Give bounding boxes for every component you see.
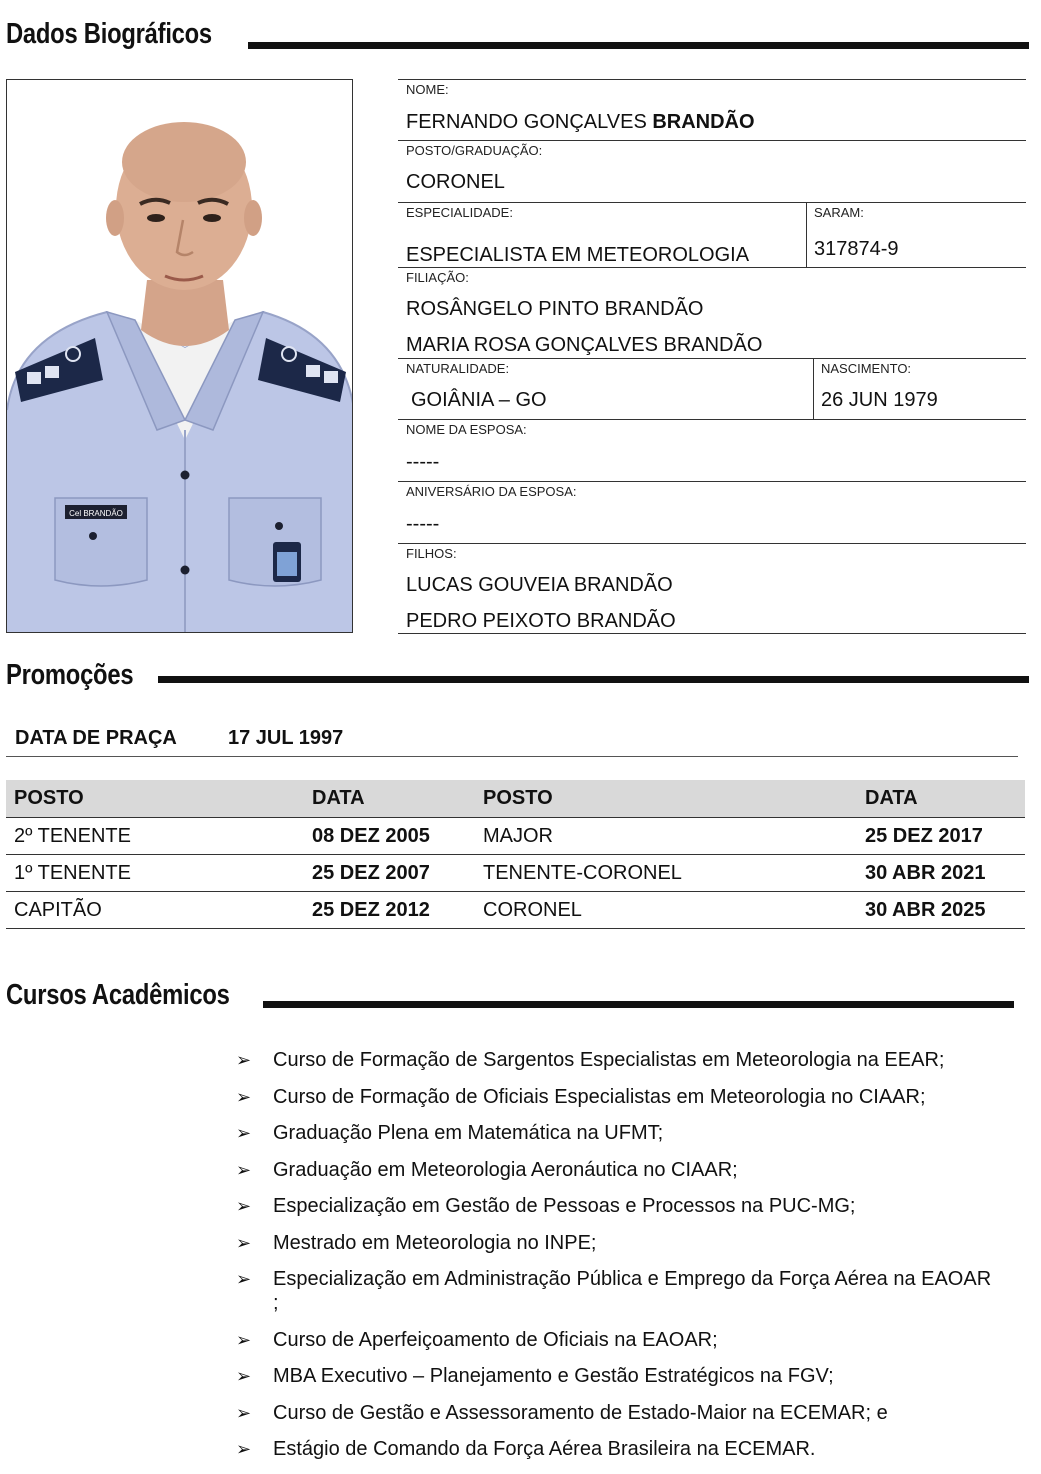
field-especialidade-saram	[398, 202, 1026, 267]
course-text: Curso de Formação de Sargentos Especialistas em Meteorologia na EEAR;	[273, 1049, 945, 1071]
arrow-bullet-icon: ➢	[236, 1366, 252, 1386]
course-text: Curso de Aperfeiçoamento de Oficiais na EAOAR;	[273, 1328, 718, 1351]
field-value: -----	[406, 451, 440, 473]
course-text: Especialização em Administração Pública e Emprego da Força Aérea na EAOAR ;	[273, 1268, 992, 1314]
name-tag-text: Cel BRANDÃO	[69, 509, 123, 518]
table-cell: 25 DEZ 2007	[304, 855, 475, 892]
arrow-bullet-icon: ➢	[236, 1086, 252, 1107]
course-text: Curso de Gestão e Assessoramento de Estado-Maior na ECEMAR; e	[273, 1401, 888, 1424]
field-label: POSTO/GRADUAÇÃO:	[406, 143, 543, 158]
officer-portrait-icon	[7, 80, 353, 633]
list-item	[236, 1437, 996, 1461]
course-text: Especialização em Gestão de Pessoas e Processos na PUC-MG;	[273, 1195, 856, 1217]
table-cell: 1º TENENTE	[6, 855, 304, 892]
column-header: DATA	[857, 780, 1025, 818]
arrow-bullet-icon: ➢	[236, 1269, 252, 1289]
field-value: MARIA ROSA GONÇALVES BRANDÃO	[406, 334, 763, 356]
field-esposa	[398, 419, 1026, 481]
arrow-bullet-icon: ➢	[236, 1196, 252, 1216]
field-label: NOME:	[406, 82, 449, 97]
table-cell: 30 ABR 2025	[857, 892, 1025, 929]
list-item	[236, 1085, 996, 1109]
field-label: NASCIMENTO:	[821, 361, 912, 376]
field-nome	[398, 79, 1026, 140]
field-label: NATURALIDADE:	[406, 361, 510, 376]
field-value: -----	[406, 513, 440, 535]
course-text: Graduação Plena em Matemática na UFMT;	[273, 1122, 664, 1144]
table-cell: 30 ABR 2021	[857, 855, 1025, 892]
column-header: POSTO	[6, 780, 304, 818]
field-aniversario-esposa	[398, 481, 1026, 543]
data-de-praca	[6, 722, 1018, 757]
course-text: MBA Executivo – Planejamento e Gestão Estratégicos na FGV;	[273, 1365, 834, 1387]
bio-section-rule	[248, 42, 1029, 49]
list-item	[236, 1231, 996, 1255]
list-item	[236, 1364, 996, 1388]
list-item	[236, 1158, 996, 1182]
list-item	[236, 1328, 996, 1352]
nome-first: FERNANDO GONÇALVES	[406, 111, 653, 133]
courses-section-title: Cursos Acadêmicos	[6, 979, 230, 1011]
table-header-row	[6, 780, 1025, 818]
field-value: LUCAS GOUVEIA BRANDÃO	[406, 574, 673, 596]
field-value-nome	[406, 111, 755, 134]
field-value: PEDRO PEIXOTO BRANDÃO	[406, 610, 676, 632]
list-item	[236, 1194, 996, 1218]
field-divider	[813, 359, 814, 419]
list-item	[236, 1267, 996, 1315]
table-cell: 25 DEZ 2012	[304, 892, 475, 929]
arrow-bullet-icon: ➢	[236, 1159, 252, 1180]
field-label: FILHOS:	[406, 546, 457, 561]
list-item	[236, 1121, 996, 1145]
field-label: NOME DA ESPOSA:	[406, 422, 527, 437]
table-cell: 25 DEZ 2017	[857, 818, 1025, 855]
field-value: 317874-9	[814, 238, 899, 260]
field-posto	[398, 140, 1026, 202]
table-cell: CORONEL	[475, 892, 857, 929]
promotions-table	[6, 780, 1025, 929]
field-value: ESPECIALISTA EM METEOROLOGIA	[406, 244, 750, 266]
table-cell: CAPITÃO	[6, 892, 304, 929]
field-divider	[806, 203, 807, 267]
arrow-bullet-icon: ➢	[236, 1123, 252, 1143]
table-row	[6, 855, 1025, 892]
field-label: ESPECIALIDADE:	[406, 205, 513, 220]
course-text: Graduação em Meteorologia Aeronáutica no CIAAR;	[273, 1158, 738, 1181]
bio-section-title: Dados Biográficos	[6, 18, 212, 50]
course-text: Mestrado em Meteorologia no INPE;	[273, 1231, 597, 1254]
courses-section-rule	[263, 1001, 1014, 1008]
field-value: ROSÂNGELO PINTO BRANDÃO	[406, 298, 704, 320]
officer-photo	[6, 79, 353, 633]
arrow-bullet-icon: ➢	[236, 1439, 252, 1459]
bio-fields	[398, 79, 1026, 634]
praca-date: 17 JUL 1997	[228, 727, 344, 749]
field-label: SARAM:	[814, 205, 864, 220]
nome-last: BRANDÃO	[652, 111, 755, 133]
column-header: DATA	[304, 780, 475, 818]
field-naturalidade-nascimento	[398, 358, 1026, 419]
field-filiacao	[398, 267, 1026, 358]
arrow-bullet-icon: ➢	[236, 1232, 252, 1253]
field-value: CORONEL	[406, 171, 505, 193]
field-label: ANIVERSÁRIO DA ESPOSA:	[406, 484, 577, 499]
field-label: FILIAÇÃO:	[406, 270, 469, 285]
promo-section-title: Promoções	[6, 659, 134, 691]
arrow-bullet-icon: ➢	[236, 1402, 252, 1423]
field-value: GOIÂNIA – GO	[411, 389, 547, 411]
promo-section-rule	[158, 676, 1029, 683]
column-header: POSTO	[475, 780, 857, 818]
course-text: Estágio de Comando da Força Aérea Brasileira na ECEMAR.	[273, 1438, 816, 1460]
table-cell: 08 DEZ 2005	[304, 818, 475, 855]
table-row	[6, 892, 1025, 929]
arrow-bullet-icon: ➢	[236, 1329, 252, 1350]
list-item	[236, 1401, 996, 1425]
table-cell: MAJOR	[475, 818, 857, 855]
praca-label: DATA DE PRAÇA	[15, 727, 177, 749]
field-filhos	[398, 543, 1026, 634]
table-cell: 2º TENENTE	[6, 818, 304, 855]
list-item	[236, 1048, 996, 1072]
arrow-bullet-icon: ➢	[236, 1050, 252, 1070]
course-text: Curso de Formação de Oficiais Especialistas em Meteorologia no CIAAR;	[273, 1085, 926, 1108]
field-value: 26 JUN 1979	[821, 389, 938, 411]
table-row	[6, 818, 1025, 855]
courses-list	[236, 1048, 996, 1474]
table-cell: TENENTE-CORONEL	[475, 855, 857, 892]
